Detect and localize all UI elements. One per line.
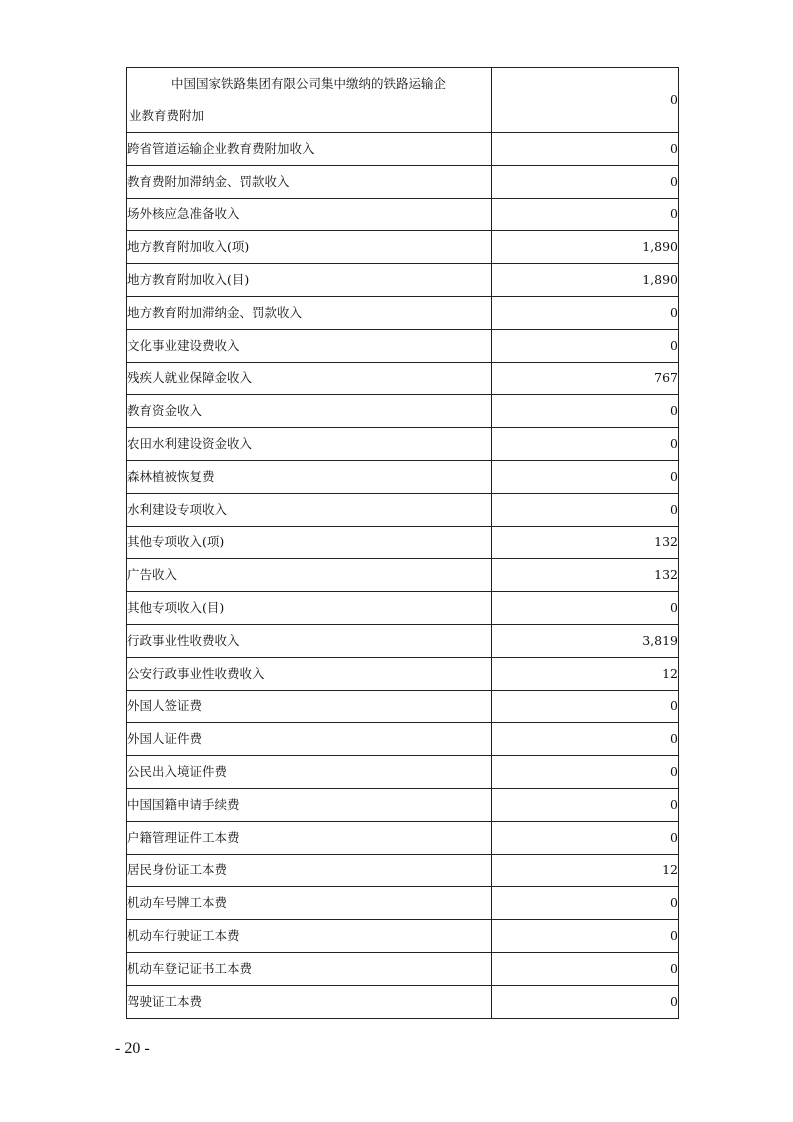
row-value: 132 [492,526,679,559]
row-value: 0 [492,428,679,461]
table-row [127,68,679,133]
row-name: 居民身份证工本费 [127,854,492,887]
table-row [127,296,679,329]
row-value: 0 [492,887,679,920]
table-row [127,329,679,362]
row-value: 0 [492,198,679,231]
row-name: 公民出入境证件费 [127,756,492,789]
budget-table [126,67,679,1019]
row-name: 教育费附加滞纳金、罚款收入 [127,165,492,198]
row-value: 3,819 [492,624,679,657]
table-row [127,952,679,985]
row-name: 户籍管理证件工本费 [127,821,492,854]
row-name: 中国国籍申请手续费 [127,788,492,821]
row-name: 农田水利建设资金收入 [127,428,492,461]
table-row [127,362,679,395]
row-name: 场外核应急准备收入 [127,198,492,231]
row-name: 森林植被恢复费 [127,460,492,493]
row-value: 12 [492,854,679,887]
row-value: 0 [492,329,679,362]
row-value: 767 [492,362,679,395]
table-row [127,526,679,559]
row-value: 1,890 [492,231,679,264]
row-name: 其他专项收入(目) [127,592,492,625]
table-row [127,264,679,297]
page-number: - 20 - [115,1040,150,1057]
row-name: 跨省管道运输企业教育费附加收入 [127,133,492,166]
row-name: 广告收入 [127,559,492,592]
row-value: 0 [492,985,679,1018]
row-value: 132 [492,559,679,592]
row-value: 0 [492,296,679,329]
row-name: 机动车行驶证工本费 [127,920,492,953]
row-name: 外国人证件费 [127,723,492,756]
table-row [127,559,679,592]
table-row [127,985,679,1018]
table-row [127,428,679,461]
row-value: 0 [492,165,679,198]
table-row [127,920,679,953]
table-row [127,723,679,756]
row-name: 残疾人就业保障金收入 [127,362,492,395]
table-row [127,133,679,166]
row-name: 机动车登记证书工本费 [127,952,492,985]
table-row [127,165,679,198]
row-name: 其他专项收入(项) [127,526,492,559]
table-row [127,231,679,264]
table-row [127,460,679,493]
table-row [127,624,679,657]
row-name: 地方教育附加收入(项) [127,231,492,264]
row-value: 0 [492,133,679,166]
row-value: 0 [492,592,679,625]
table-row [127,592,679,625]
row-value: 0 [492,756,679,789]
row-value: 1,890 [492,264,679,297]
row-value: 0 [492,395,679,428]
row-name: 外国人签证费 [127,690,492,723]
table-row [127,756,679,789]
budget-table-body [127,68,679,1019]
row-value: 0 [492,920,679,953]
row-value: 0 [492,460,679,493]
row-value: 0 [492,723,679,756]
row-name: 教育资金收入 [127,395,492,428]
row-value: 0 [492,952,679,985]
row-name: 文化事业建设费收入 [127,329,492,362]
row-name-line1: 中国国家铁路集团有限公司集中缴纳的铁路运输企 [171,76,447,91]
table-row [127,657,679,690]
row-value: 12 [492,657,679,690]
row-value: 0 [492,68,679,133]
row-name: 地方教育附加滞纳金、罚款收入 [127,296,492,329]
table-row [127,821,679,854]
row-value: 0 [492,788,679,821]
row-value: 0 [492,690,679,723]
table-row [127,854,679,887]
table-row [127,690,679,723]
row-value: 0 [492,493,679,526]
row-name-cell [127,68,492,133]
row-name: 行政事业性收费收入 [127,624,492,657]
row-name-line2: 业教育费附加 [129,108,205,123]
table-row [127,887,679,920]
table-row [127,788,679,821]
row-name: 驾驶证工本费 [127,985,492,1018]
row-name: 水利建设专项收入 [127,493,492,526]
row-name: 地方教育附加收入(目) [127,264,492,297]
row-name: 公安行政事业性收费收入 [127,657,492,690]
row-value: 0 [492,821,679,854]
table-row [127,198,679,231]
table-row [127,395,679,428]
table-row [127,493,679,526]
row-name: 机动车号牌工本费 [127,887,492,920]
